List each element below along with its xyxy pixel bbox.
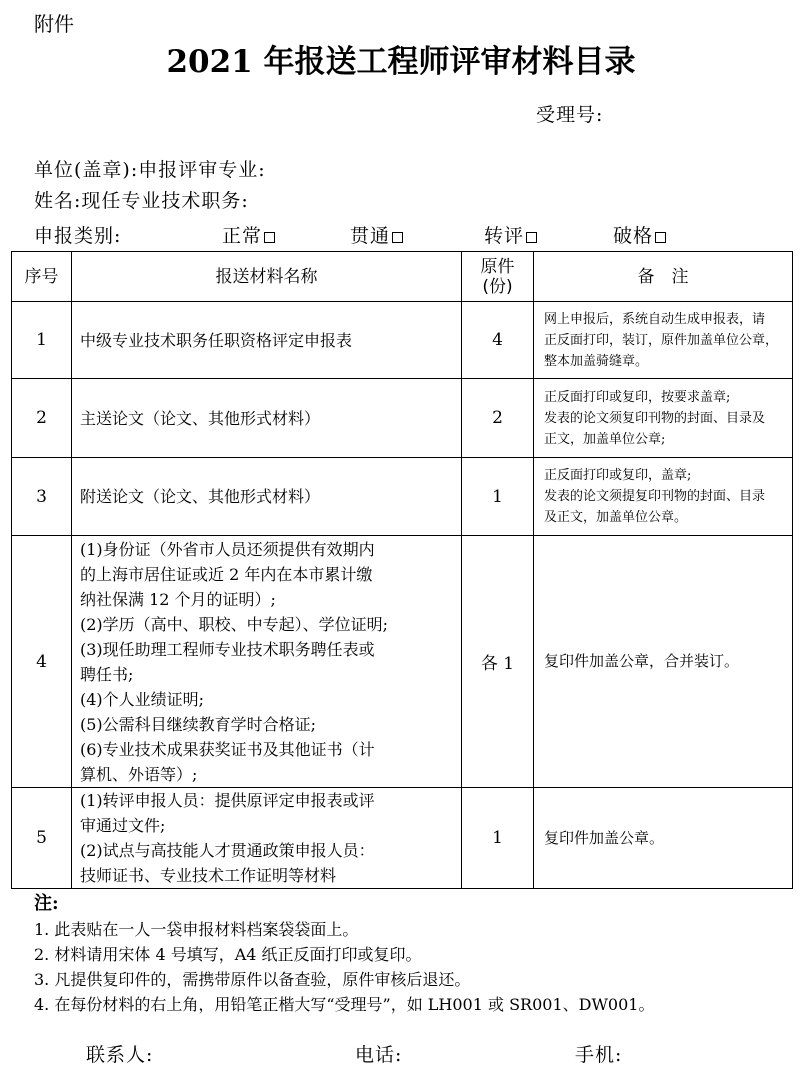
category-option-label: 正常: [222, 225, 263, 247]
material-name-line: (5)公需科目继续教育学时合格证;: [80, 714, 317, 734]
row-serial: 5: [12, 788, 72, 889]
material-name-line: 中级专业技术职务任职资格评定申报表: [80, 330, 353, 350]
remark-line: 正文，加盖单位公章;: [544, 431, 666, 447]
remark-line: 正反面打印或复印，盖章;: [544, 468, 692, 483]
row-material-name: [72, 302, 462, 379]
row-material-name: [72, 379, 462, 458]
contact-person-field: 联系人:: [86, 1044, 154, 1066]
row-serial: 2: [12, 379, 72, 458]
note-item: 2. 材料请用宋体 4 号填写，A4 纸正反面打印或复印。: [34, 945, 422, 964]
remark-line: 网上申报后，系统自动生成申报表，请: [544, 311, 766, 327]
category-option-exceptional[interactable]: [613, 221, 666, 248]
category-option-label: 破格: [613, 225, 654, 247]
remark-line: 正反面打印，装订，原件加盖单位公章，: [544, 332, 779, 348]
category-label: 申报类别:: [34, 225, 122, 247]
remark-line: 及正文，加盖单位公章。: [544, 510, 688, 525]
remark-line: 发表的论文须提复印刊物的封面、目录: [544, 489, 766, 504]
table-body: [12, 302, 793, 889]
row-serial: 4: [12, 536, 72, 788]
row-remark: [534, 302, 793, 379]
material-name-line: 纳社保满 12 个月的证明）;: [80, 589, 276, 609]
row-remark: [534, 458, 793, 536]
phone-field: 电话:: [355, 1044, 403, 1066]
acceptance-number-field: 受理号:: [536, 104, 604, 126]
material-name-line: (2)学历（高中、职校、中专起）、学位证明;: [80, 614, 389, 634]
checkbox[interactable]: [392, 232, 403, 243]
name-field: 姓名:现任专业技术职务:: [34, 190, 249, 212]
row-remark: [534, 788, 793, 889]
material-name-line: (3)现任助理工程师专业技术职务聘任表或: [80, 639, 375, 659]
remark-line: 复印件加盖公章，合并装订。: [544, 652, 740, 670]
material-name-line: 的上海市居住证或近 2 年内在本市累计缴: [80, 564, 373, 584]
category-option-label: 贯通: [350, 225, 391, 247]
remark-line: 整本加盖骑缝章。: [544, 353, 649, 369]
note-item: 4. 在每份材料的右上角，用铅笔正楷大写“受理号”，如 LH001 或 SR001、DW001。: [34, 995, 655, 1014]
row-original-count: 2: [462, 379, 534, 458]
category-option-label: 转评: [484, 225, 525, 247]
row-remark: [534, 536, 793, 788]
category-option-through[interactable]: [350, 221, 403, 248]
row-material-name: [72, 536, 462, 788]
material-name-line: 主送论文（论文、其他形式材料）: [80, 408, 321, 428]
table-header-row: [12, 252, 793, 302]
row-remark: [534, 379, 793, 458]
note-item: 1. 此表贴在一人一袋申报材料档案袋袋面上。: [34, 920, 359, 939]
header-serial: 序号: [12, 252, 72, 302]
material-name-line: (6)专业技术成果获奖证书及其他证书（计: [80, 739, 375, 759]
table-row: [12, 788, 793, 889]
table-row: [12, 379, 793, 458]
category-option-transfer[interactable]: [484, 221, 537, 248]
material-name-line: (1)转评申报人员：提供原评定申报表或评: [80, 791, 375, 810]
table-row: [12, 536, 793, 788]
row-original-count: 1: [462, 788, 534, 889]
material-name-line: 聘任书;: [80, 664, 134, 684]
material-name-line: (4)个人业绩证明;: [80, 689, 205, 709]
row-serial: 3: [12, 458, 72, 536]
checkbox[interactable]: [526, 232, 537, 243]
row-original-count: 各 1: [462, 536, 534, 788]
header-remarks: 备 注: [534, 252, 793, 302]
material-name-line: 审通过文件;: [80, 816, 166, 835]
material-name-line: 算机、外语等）;: [80, 764, 198, 784]
table-row: [12, 458, 793, 536]
notes-title: 注:: [34, 893, 59, 914]
note-item: 3. 凡提供复印件的，需携带原件以备查验，原件审核后退还。: [34, 970, 471, 989]
header-original-count: 原件 (份): [462, 252, 534, 302]
mobile-field: 手机:: [575, 1044, 623, 1066]
remark-line: 复印件加盖公章。: [544, 828, 665, 847]
material-name-line: (1)身份证（外省市人员还须提供有效期内: [80, 539, 375, 559]
remark-line: 正反面打印或复印，按要求盖章;: [544, 389, 731, 405]
header-material-name: 报送材料名称: [72, 252, 462, 302]
material-name-line: 技师证书、专业技术工作证明等材料: [80, 866, 337, 885]
material-name-line: 附送论文（论文、其他形式材料）: [80, 487, 321, 506]
attachment-label: 附件: [34, 12, 74, 36]
remark-line: 发表的论文须复印刊物的封面、目录及: [544, 410, 766, 426]
checkbox[interactable]: [264, 232, 275, 243]
row-original-count: 4: [462, 302, 534, 379]
row-original-count: 1: [462, 458, 534, 536]
category-option-normal[interactable]: [222, 221, 275, 248]
unit-field: 单位(盖章):申报评审专业:: [34, 159, 266, 181]
document-title: 2021 年报送工程师评审材料目录: [166, 44, 636, 80]
row-material-name: [72, 458, 462, 536]
row-serial: 1: [12, 302, 72, 379]
material-name-line: (2)试点与高技能人才贯通政策申报人员：: [80, 841, 375, 860]
row-material-name: [72, 788, 462, 889]
table-row: [12, 302, 793, 379]
checkbox[interactable]: [655, 232, 666, 243]
materials-table: [11, 251, 793, 889]
